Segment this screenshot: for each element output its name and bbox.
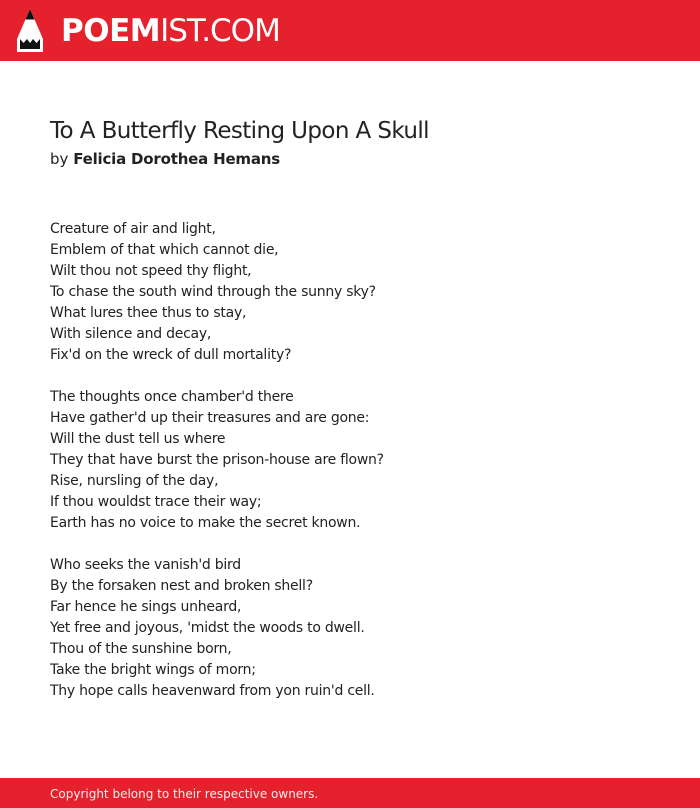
poem-body — [50, 219, 650, 723]
pencil-tip-icon[interactable] — [17, 9, 43, 52]
poem-line: Thou of the sunshine born, — [50, 641, 232, 657]
poem-line: Emblem of that which cannot die, — [50, 242, 279, 258]
site-logo[interactable] — [61, 12, 280, 50]
poem-line: Fix'd on the wreck of dull mortality? — [50, 347, 292, 363]
site-header — [0, 0, 700, 61]
poem-line: Who seeks the vanish'd bird — [50, 557, 241, 573]
stanza — [50, 219, 650, 366]
poem-line: Take the bright wings of morn; — [50, 662, 256, 678]
poem-line: The thoughts once chamber'd there — [50, 389, 294, 405]
poem-line: Yet free and joyous, 'midst the woods to dwell. — [50, 620, 365, 636]
poem-byline — [50, 149, 280, 169]
stanza — [50, 555, 650, 702]
poem-line: Creature of air and light, — [50, 221, 216, 237]
poem-line: Earth has no voice to make the secret known. — [50, 515, 361, 531]
by-label: by — [50, 150, 69, 168]
logo-bold-text: POEM — [61, 13, 161, 49]
poem-line: They that have burst the prison-house are flown? — [50, 452, 384, 468]
site-footer — [0, 778, 700, 808]
poem-line: With silence and decay, — [50, 326, 212, 342]
poem-line: Far hence he sings unheard, — [50, 599, 242, 615]
poem-line: Will the dust tell us where — [50, 431, 226, 447]
copyright-notice: Copyright belong to their respective owners. — [50, 787, 319, 801]
poem-line: Have gather'd up their treasures and are gone: — [50, 410, 370, 426]
stanza — [50, 387, 650, 534]
poem-line: Rise, nursling of the day, — [50, 473, 219, 489]
logo-light-text: IST.COM — [160, 13, 280, 49]
poem-line: Thy hope calls heavenward from yon ruin'd cell. — [50, 683, 375, 699]
poem-author: Felicia Dorothea Hemans — [73, 150, 280, 168]
poem-line: To chase the south wind through the sunny sky? — [50, 284, 376, 300]
poem-line: If thou wouldst trace their way; — [50, 494, 262, 510]
poem-line: What lures thee thus to stay, — [50, 305, 247, 321]
poem-line: By the forsaken nest and broken shell? — [50, 578, 313, 594]
poem-line: Wilt thou not speed thy flight, — [50, 263, 252, 279]
poem-title: To A Butterfly Resting Upon A Skull — [50, 118, 429, 144]
